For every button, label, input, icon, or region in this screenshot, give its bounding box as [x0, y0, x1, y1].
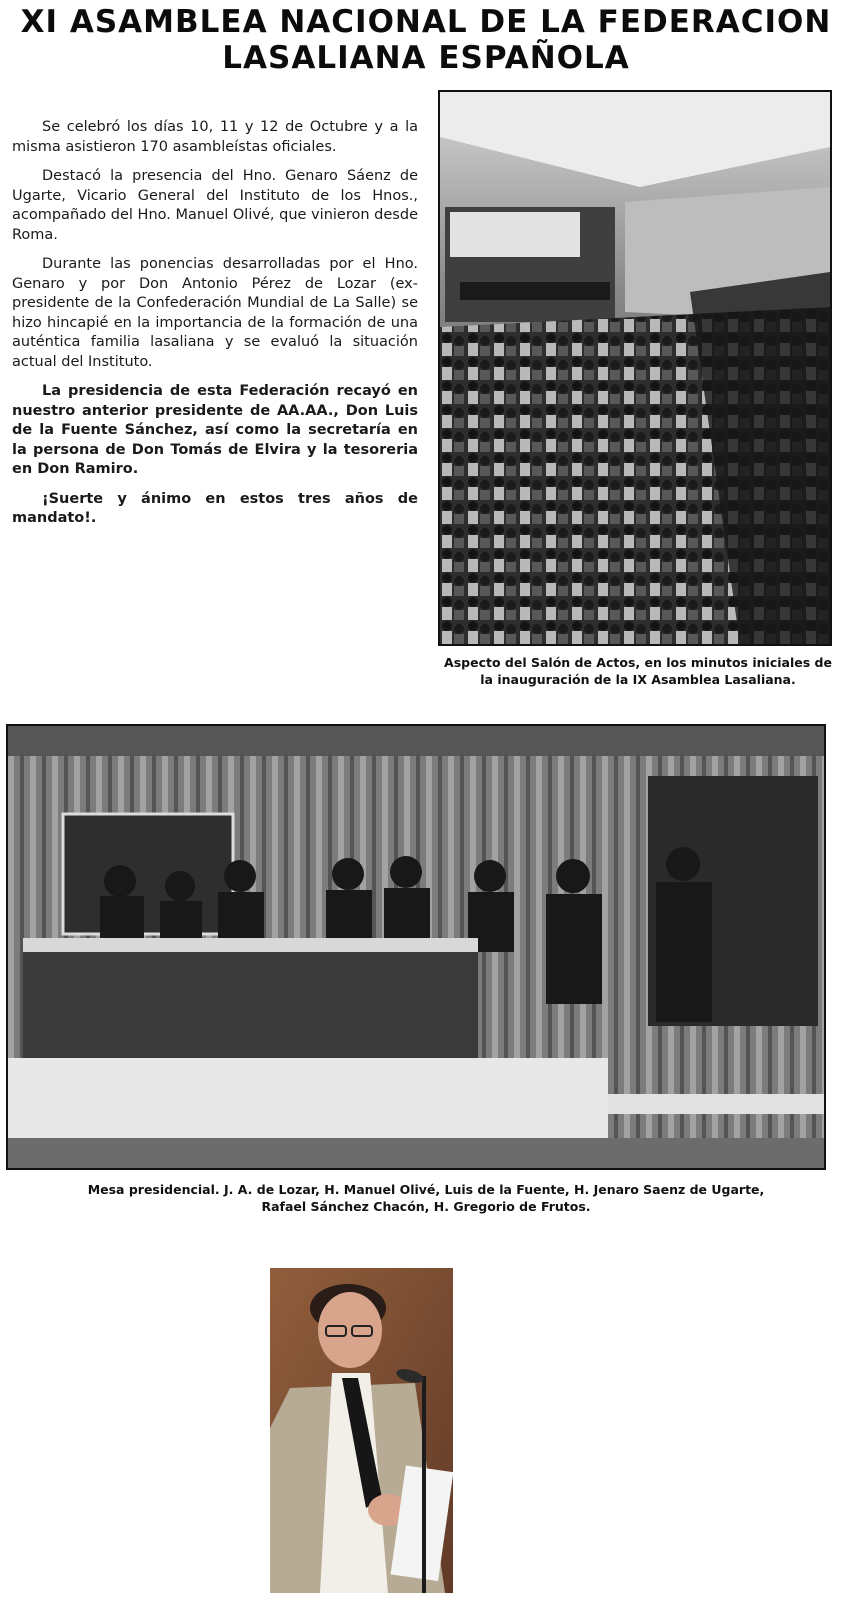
article-title-line-1: XI ASAMBLEA NACIONAL DE LA FEDERACION — [20, 4, 832, 40]
article-paragraph: La presidencia de esta Federación recayó en nuestro anterior presidente de AA.AA., Don Luis de la Fuente Sánchez, así como la secretaría en la persona de Don Tomás de Elvira y la tesoreria en Don Ramiro. — [12, 383, 418, 477]
assembly-hall-photo — [438, 90, 832, 646]
article-paragraph: Durante las ponencias desarrolladas por el Hno. Genaro y por Don Antonio Pérez de Lozar (ex-presidente de la Confederación Mundial de La Salle) se hizo hincapié en la importancia de la formación de una auténtica familia lasaliana y se evaluó la situación actual del Instituto. — [12, 256, 418, 370]
presidential-table-photo — [6, 724, 826, 1170]
speaker-illustration — [270, 1268, 453, 1593]
table-photo-caption — [0, 1181, 852, 1215]
article-body — [12, 118, 418, 539]
article-paragraph: ¡Suerte y ánimo en estos tres años de mandato!. — [12, 490, 418, 526]
article-title — [0, 4, 852, 76]
table-caption-line-2: Rafael Sánchez Chacón, H. Gregorio de Frutos. — [261, 1199, 591, 1214]
article-paragraph: Se celebró los días 10, 11 y 12 de Octubre y a la misma asistieron 170 asambleístas oficiales. — [12, 119, 418, 155]
speaker-photo — [270, 1268, 453, 1593]
table-caption-line-1: Mesa presidencial. J. A. de Lozar, H. Manuel Olivé, Luis de la Fuente, H. Jenaro Saenz de Ugarte, — [87, 1182, 765, 1197]
hall-photo-caption: Aspecto del Salón de Actos, en los minutos iniciales de la inauguración de la IX Asamblea Lasaliana. — [444, 655, 832, 687]
article-title-line-2: LASALIANA ESPAÑOLA — [222, 40, 630, 76]
presidential-table-illustration — [8, 726, 824, 1168]
assembly-hall-illustration — [440, 92, 830, 644]
article-paragraph: Destacó la presencia del Hno. Genaro Sáenz de Ugarte, Vicario General del Instituto de los Hnos., acompañado del Hno. Manuel Olivé, que vinieron desde Roma. — [12, 168, 418, 243]
